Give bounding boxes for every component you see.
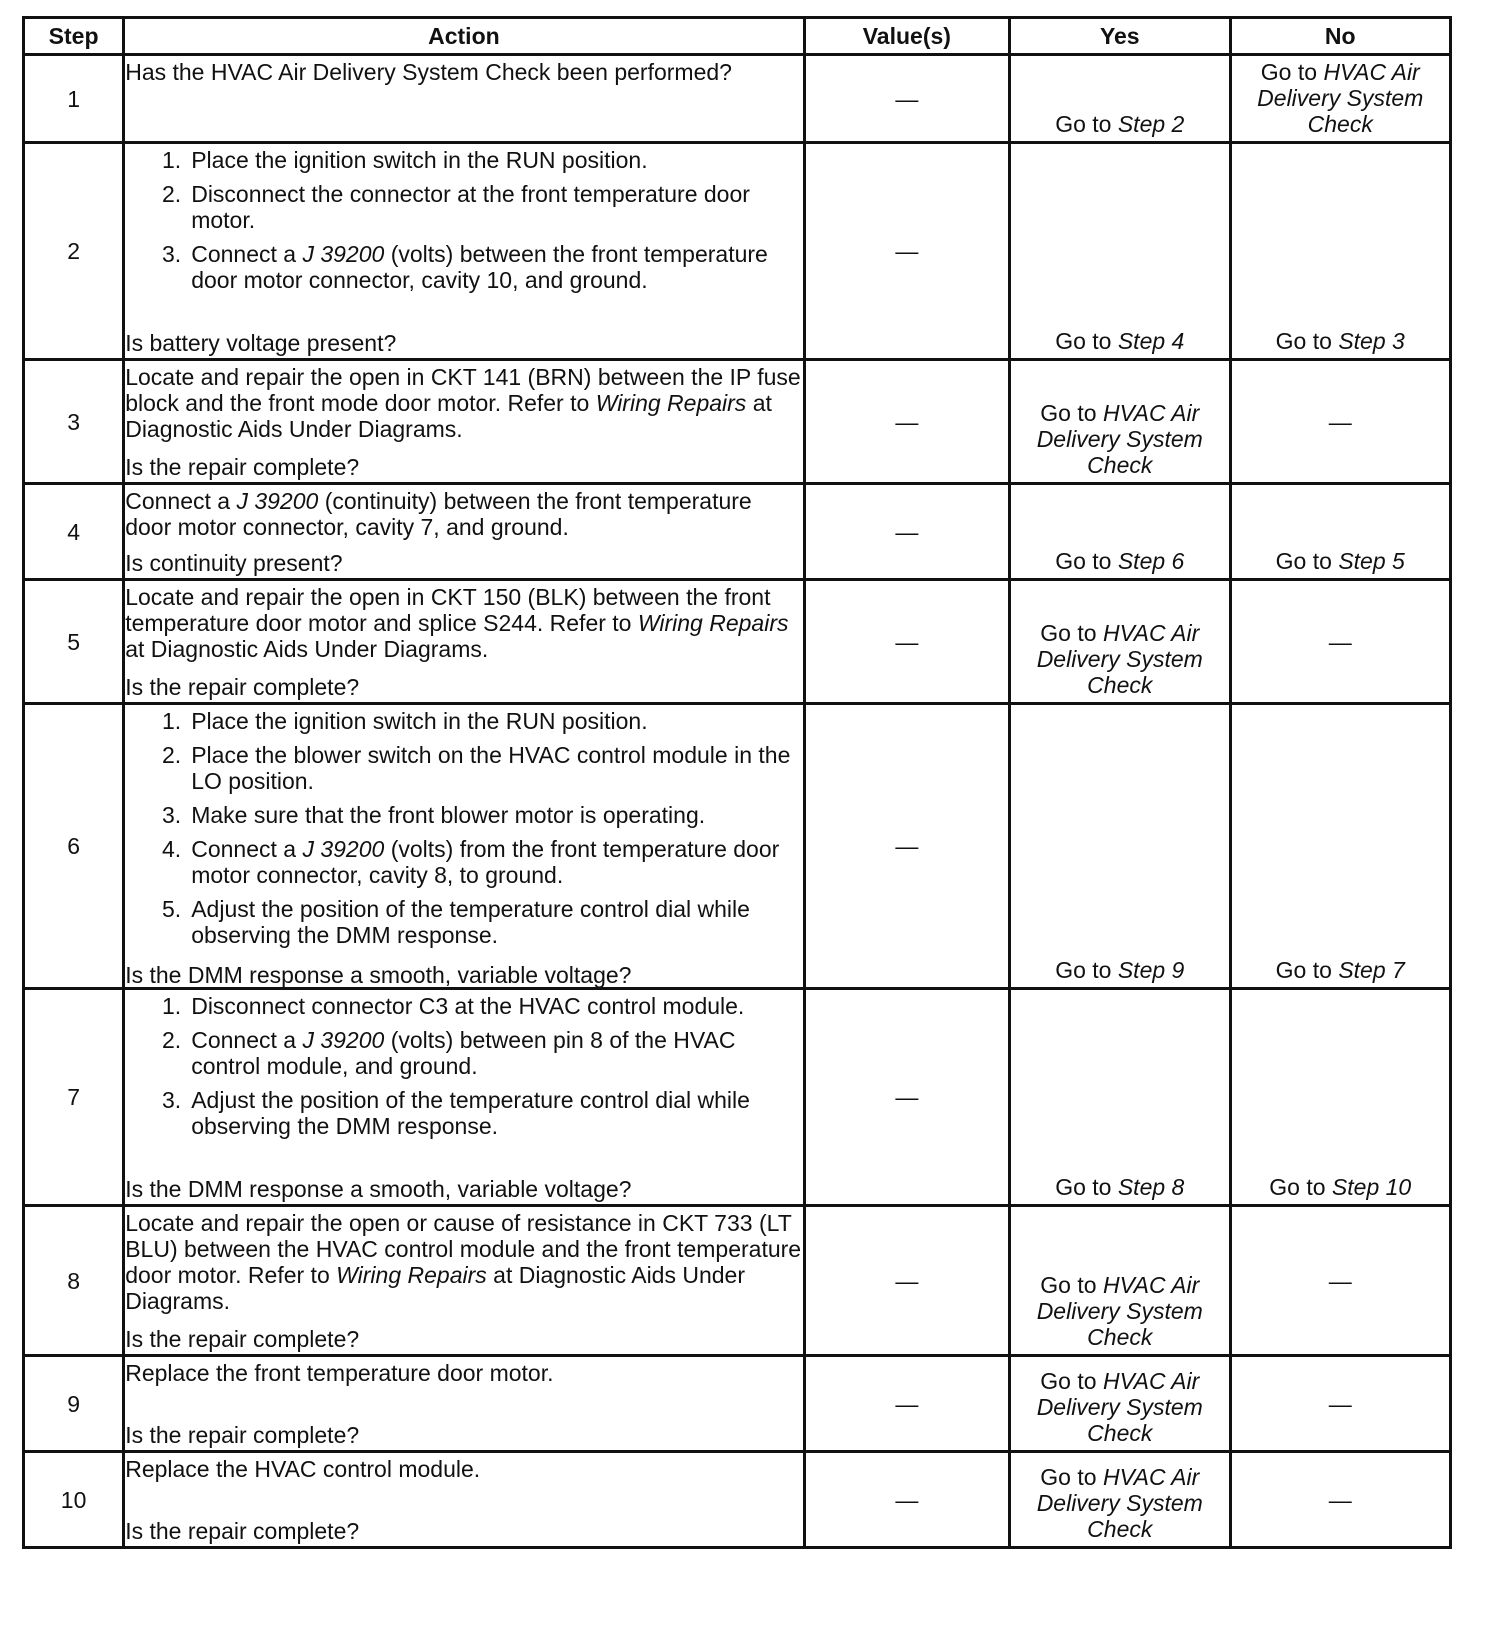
value-cell [804,360,1009,484]
italic-reference: J 39200 [302,1026,385,1053]
text-run: Connect a [191,240,303,267]
yes-goto [1029,1368,1210,1446]
substep-number: 1. [162,992,182,1019]
goto-target: Step 5 [1338,548,1405,574]
action-cell [124,55,804,143]
substep-text [191,1087,802,1139]
goto-target: HVAC Air Delivery System Check [1036,400,1203,478]
text-run: Place the ignition switch in the RUN position. [191,146,648,173]
no-cell [1230,143,1451,360]
substep-text [191,241,802,293]
substep-text [191,742,802,794]
goto-prefix: Go to [1260,59,1324,85]
action-question: Is continuity present? [125,549,343,576]
no-goto [1232,548,1450,574]
action-text [125,364,802,442]
value-dash: — [895,85,919,112]
action-content [125,1360,802,1448]
text-run: Connect a [125,487,237,514]
yes-cell [1010,360,1230,484]
action-question: Is the DMM response a smooth, variable voltage? [125,1175,632,1202]
action-content [125,707,802,988]
action-cell [124,360,804,484]
substep [125,896,802,948]
substep-number: 3. [162,801,182,828]
no-cell [1230,1452,1451,1548]
text-run: (volts) between pin 8 of the HVAC control module, and ground. [191,1026,736,1079]
yes-goto [1029,620,1210,698]
action-question: Is the repair complete? [125,1325,360,1352]
goto-prefix: Go to [1055,1174,1118,1200]
table-row [24,55,1451,143]
value-cell [804,484,1009,580]
substep-number: 4. [162,835,182,862]
yes-cell [1010,143,1230,360]
action-substeps [125,147,802,293]
header-row [24,18,1451,55]
goto-prefix: Go to [1275,548,1339,574]
goto-prefix: Go to [1275,328,1339,354]
no-cell [1230,989,1451,1206]
step-number: 7 [24,989,124,1206]
action-top [125,993,802,1147]
header-step: Step [24,18,124,55]
text-run: Disconnect connector C3 at the HVAC control module. [191,992,745,1019]
action-cell [124,1452,804,1548]
substep [125,147,802,173]
yes-goto [1011,548,1228,574]
table-row [24,580,1451,704]
substep [125,1027,802,1079]
value-cell [804,989,1009,1206]
no-goto [1232,1174,1450,1200]
italic-reference: Wiring Repairs [336,1261,487,1288]
text-run: Place the blower switch on the HVAC control module in the LO position. [191,741,791,794]
action-top [125,1210,802,1314]
substep-number: 2. [162,1026,182,1053]
substep-text [191,836,802,888]
header-values: Value(s) [804,18,1009,55]
goto-target: Step 10 [1331,1174,1412,1200]
no-dash: — [1328,408,1352,435]
goto-target: HVAC Air Delivery System Check [1257,59,1424,137]
step-number: 2 [24,143,124,360]
goto-prefix: Go to [1055,111,1118,137]
substep-text [191,181,802,233]
table-row [24,484,1451,580]
action-text [125,584,802,662]
substep-number: 3. [162,1086,182,1113]
no-cell [1230,580,1451,704]
text-run: Place the ignition switch in the RUN position. [191,707,648,734]
action-content [125,1456,802,1544]
no-cell [1230,1206,1451,1356]
table-body [24,55,1451,1548]
goto-target: HVAC Air Delivery System Check [1036,620,1203,698]
table-row [24,989,1451,1206]
substep-text [191,708,802,734]
goto-prefix: Go to [1040,620,1103,646]
no-goto [1232,328,1450,354]
table-row [24,143,1451,360]
substep [125,241,802,293]
goto-target: Step 9 [1117,957,1185,983]
substep [125,836,802,888]
text-run: Locate and repair the open in CKT 141 (BRN) between the IP fuse block and the front mode door motor. Refer to [125,363,801,416]
text-run: (volts) from the front temperature door motor connector, cavity 8, to ground. [191,835,780,888]
text-run: Adjust the position of the temperature control dial while observing the DMM response. [191,1086,750,1139]
yes-cell [1010,580,1230,704]
yes-cell [1010,484,1230,580]
italic-reference: J 39200 [236,487,319,514]
yes-goto [1029,400,1210,478]
action-cell [124,1206,804,1356]
italic-reference: J 39200 [302,240,385,267]
text-run: (volts) between the front temperature door motor connector, cavity 10, and ground. [191,240,768,293]
action-top [125,59,802,85]
value-dash: — [895,1486,919,1513]
action-content [125,364,802,480]
yes-goto [1029,1464,1210,1542]
substep [125,1087,802,1139]
substep-number: 1. [162,146,182,173]
value-dash: — [895,1084,919,1110]
no-cell [1230,360,1451,484]
goto-target: HVAC Air Delivery System Check [1036,1272,1203,1350]
action-substeps [125,993,802,1139]
goto-prefix: Go to [1040,1272,1103,1298]
yes-goto [1011,328,1228,354]
text-run: Adjust the position of the temperature control dial while observing the DMM response. [191,895,750,948]
step-number: 5 [24,580,124,704]
no-cell [1230,704,1451,989]
action-question: Is the repair complete? [125,673,360,700]
action-question: Is the repair complete? [125,453,360,480]
goto-prefix: Go to [1040,1368,1103,1394]
goto-target: Step 2 [1117,111,1185,137]
action-question: Is battery voltage present? [125,329,397,356]
action-cell [124,989,804,1206]
action-substeps [125,708,802,948]
action-top [125,1456,802,1482]
header-no: No [1230,18,1451,55]
no-cell [1230,484,1451,580]
diagnostic-table [22,16,1452,1549]
goto-prefix: Go to [1040,1464,1103,1490]
action-text [125,1210,802,1314]
value-cell [804,1206,1009,1356]
action-cell [124,484,804,580]
substep-text [191,1027,802,1079]
value-dash: — [895,1267,919,1294]
yes-cell [1010,1206,1230,1356]
action-cell [124,1356,804,1452]
text-run: (continuity) between the front temperature door motor connector, cavity 7, and ground. [125,487,752,540]
action-content [125,993,802,1202]
substep [125,708,802,734]
header-yes: Yes [1010,18,1230,55]
value-cell [804,143,1009,360]
goto-prefix: Go to [1040,400,1103,426]
italic-reference: Wiring Repairs [595,389,747,416]
value-dash: — [895,628,919,655]
action-content [125,1210,802,1352]
table-row [24,1452,1451,1548]
goto-prefix: Go to [1055,548,1118,574]
yes-goto [1029,1272,1210,1350]
action-cell [124,704,804,989]
action-text [125,488,802,540]
substep-number: 1. [162,707,182,734]
substep-number: 5. [162,895,182,922]
step-number: 3 [24,360,124,484]
no-dash: — [1328,1390,1352,1417]
action-question: Is the DMM response a smooth, variable voltage? [125,961,632,988]
text-run: Connect a [191,835,303,862]
action-question: Is the repair complete? [125,1517,360,1544]
goto-target: HVAC Air Delivery System Check [1036,1464,1203,1542]
text-run: Make sure that the front blower motor is operating. [191,801,706,828]
value-cell [804,55,1009,143]
value-cell [804,1452,1009,1548]
goto-target: HVAC Air Delivery System Check [1036,1368,1203,1446]
action-top [125,708,802,956]
value-dash: — [895,1390,919,1417]
action-top [125,147,802,301]
text-run: Replace the HVAC control module. [125,1455,481,1482]
substep [125,993,802,1019]
action-content [125,147,802,356]
action-text [125,1360,802,1386]
goto-target: Step 3 [1338,328,1405,354]
yes-cell [1010,1356,1230,1452]
no-goto [1250,59,1432,137]
value-cell [804,1356,1009,1452]
action-top [125,364,802,442]
step-number: 10 [24,1452,124,1548]
text-run: at Diagnostic Aids Under Diagrams. [125,1261,746,1314]
no-cell [1230,55,1451,143]
no-dash: — [1328,1486,1352,1513]
action-top [125,1360,802,1386]
substep [125,181,802,233]
no-cell [1230,1356,1451,1452]
no-goto [1232,957,1450,983]
substep-text [191,802,802,828]
action-cell [124,143,804,360]
action-top [125,488,802,540]
goto-target: Step 6 [1117,548,1185,574]
substep [125,742,802,794]
action-content [125,584,802,700]
substep-text [191,896,802,948]
text-run: Connect a [191,1026,303,1053]
substep-number: 2. [162,741,182,768]
action-content [125,488,802,576]
text-run: Replace the front temperature door motor. [125,1359,554,1386]
table-row [24,1356,1451,1452]
step-number: 9 [24,1356,124,1452]
goto-target: Step 4 [1117,328,1185,354]
step-number: 1 [24,55,124,143]
no-dash: — [1328,628,1352,655]
yes-goto [1011,957,1228,983]
value-dash: — [895,408,919,435]
substep-number: 2. [162,180,182,207]
action-cell [124,580,804,704]
table-row [24,704,1451,989]
substep-text [191,147,802,173]
yes-cell [1010,1452,1230,1548]
step-number: 6 [24,704,124,989]
table-row [24,1206,1451,1356]
goto-prefix: Go to [1269,1174,1332,1200]
table-row [24,360,1451,484]
header-action: Action [124,18,804,55]
italic-reference: J 39200 [302,835,385,862]
goto-prefix: Go to [1275,957,1339,983]
goto-target: Step 8 [1117,1174,1185,1200]
value-dash: — [895,833,919,859]
goto-prefix: Go to [1055,957,1118,983]
value-dash: — [895,238,919,264]
substep-number: 3. [162,240,182,267]
substep [125,802,802,828]
action-top [125,584,802,662]
text-run: Has the HVAC Air Delivery System Check been performed? [125,58,732,85]
yes-cell [1010,55,1230,143]
substep-text [191,993,802,1019]
yes-goto [1011,1174,1228,1200]
text-run: at Diagnostic Aids Under Diagrams. [125,389,772,442]
goto-prefix: Go to [1055,328,1118,354]
action-content [125,59,802,139]
value-dash: — [895,518,919,545]
step-number: 4 [24,484,124,580]
value-cell [804,704,1009,989]
action-question: Is the repair complete? [125,1421,360,1448]
italic-reference: Wiring Repairs [637,609,789,636]
no-dash: — [1328,1267,1352,1294]
action-text [125,1456,802,1482]
text-run: Disconnect the connector at the front temperature door motor. [191,180,750,233]
goto-target: Step 7 [1338,957,1405,983]
yes-goto [1011,111,1228,137]
step-number: 8 [24,1206,124,1356]
text-run: Locate and repair the open or cause of resistance in CKT 733 (LT BLU) between the HVAC control module and the front temperature door motor. Refer to [125,1209,802,1288]
action-text [125,59,802,85]
text-run: Locate and repair the open in CKT 150 (BLK) between the front temperature door motor and splice S244. Refer to [125,583,771,636]
text-run: at Diagnostic Aids Under Diagrams. [125,635,489,662]
yes-cell [1010,704,1230,989]
value-cell [804,580,1009,704]
yes-cell [1010,989,1230,1206]
